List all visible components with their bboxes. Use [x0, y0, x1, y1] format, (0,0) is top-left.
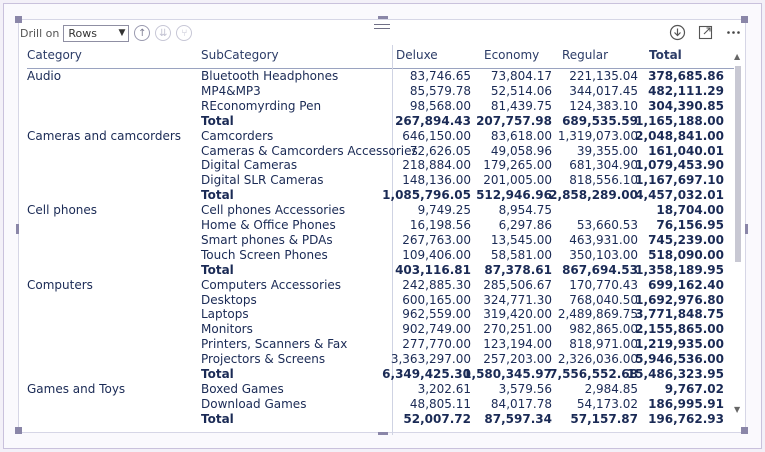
column-header-subcategory[interactable]: SubCategory	[201, 48, 279, 62]
economy-value-cell: 285,506.67	[483, 277, 552, 292]
visual-header-icons	[669, 24, 742, 41]
scroll-thumb[interactable]	[735, 66, 741, 262]
regular-value-cell: 221,135.04	[569, 69, 638, 83]
economy-value-cell: 123,194.00	[483, 337, 552, 352]
regular-value-cell: 463,931.00	[569, 232, 638, 247]
column-header-category[interactable]: Category	[27, 48, 82, 62]
deluxe-value-cell: 600,165.00	[402, 292, 471, 307]
subcategory-cell: Total	[201, 262, 234, 277]
deluxe-value-cell: 902,749.00	[402, 322, 471, 337]
total-value-cell: 161,040.01	[648, 143, 724, 158]
total-value-cell: 1,079,453.90	[635, 158, 724, 173]
total-value-cell: 3,771,848.75	[635, 307, 724, 322]
table-row[interactable]	[27, 293, 734, 308]
resize-handle-top[interactable]	[378, 16, 388, 19]
subcategory-cell: Home & Office Phones	[201, 218, 336, 232]
column-header-total[interactable]: Total	[649, 48, 682, 62]
economy-value-cell: 83,618.00	[490, 128, 552, 143]
table-row[interactable]	[27, 337, 734, 352]
category-cell: Cell phones	[27, 203, 98, 218]
table-row[interactable]	[27, 233, 734, 248]
total-value-cell: 378,685.86	[648, 69, 724, 83]
deluxe-value-cell: 242,885.30	[402, 277, 471, 292]
resize-handle-bottom-left[interactable]	[15, 427, 22, 434]
deluxe-value-cell: 9,749.25	[417, 203, 471, 218]
subcategory-cell: Cameras & Camcorders Accessories	[201, 143, 418, 158]
deluxe-value-cell: 98,568.00	[409, 98, 471, 113]
total-value-cell: 15,486,323.95	[626, 367, 724, 381]
total-value-cell: 2,155,865.00	[635, 322, 724, 337]
economy-value-cell: 179,265.00	[483, 158, 552, 173]
deluxe-value-cell: 48,805.11	[409, 396, 471, 411]
regular-value-cell: 681,304.90	[569, 158, 638, 173]
subcategory-cell: Digital Cameras	[201, 158, 298, 173]
scroll-down-icon[interactable]: ▼	[734, 405, 741, 414]
category-cell: Games and Toys	[27, 381, 126, 396]
category-cell: Cameras and camcorders	[27, 128, 182, 143]
subcategory-cell: MP4&MP3	[201, 83, 261, 98]
total-value-cell: 699,162.40	[648, 277, 724, 292]
regular-value-cell: 867,694.53	[562, 262, 638, 277]
total-value-cell: 186,995.91	[648, 396, 724, 411]
economy-value-cell: 270,251.00	[483, 322, 552, 337]
economy-value-cell: 319,420.00	[483, 307, 552, 322]
drill-toolbar	[20, 23, 192, 43]
deluxe-value-cell: 218,884.00	[402, 158, 471, 173]
subcategory-cell: Camcorders	[201, 128, 274, 143]
total-value-cell: 1,165,188.00	[635, 113, 724, 128]
table-row[interactable]	[27, 248, 734, 263]
subcategory-cell: Cell phones Accessories	[201, 203, 346, 218]
total-value-cell: 76,156.95	[656, 218, 724, 232]
column-header-regular[interactable]: Regular	[562, 48, 609, 62]
subcategory-cell: REconomyrding Pen	[201, 98, 322, 113]
economy-value-cell: 73,804.17	[490, 69, 552, 83]
subcategory-cell: Projectors & Screens	[201, 352, 326, 367]
table-row[interactable]	[27, 84, 734, 99]
economy-value-cell: 8,954.75	[498, 203, 552, 218]
drag-grip-icon[interactable]	[374, 24, 390, 34]
economy-value-cell: 201,005.00	[483, 173, 552, 188]
drill-up-icon[interactable]: ↑	[134, 25, 150, 41]
total-value-cell: 2,048,841.00	[635, 128, 724, 143]
table-row[interactable]	[27, 203, 734, 218]
total-value-cell: 518,090.00	[648, 247, 724, 262]
table-row[interactable]	[27, 158, 734, 173]
total-value-cell: 196,762.93	[648, 411, 724, 426]
economy-value-cell: 324,771.30	[483, 292, 552, 307]
economy-value-cell: 84,017.78	[490, 396, 552, 411]
subcategory-cell: Printers, Scanners & Fax	[201, 337, 348, 352]
total-value-cell: 482,111.29	[648, 83, 724, 98]
table-row[interactable]	[27, 397, 734, 412]
regular-value-cell: 7,556,552.68	[549, 367, 638, 381]
table-row[interactable]	[27, 144, 734, 159]
drill-on-value: Rows	[68, 26, 97, 40]
total-value-cell: 1,167,697.10	[635, 173, 724, 188]
regular-value-cell: 2,326,036.00	[557, 352, 638, 367]
drill-on-select[interactable]	[63, 25, 129, 42]
expand-next-level-icon[interactable]: ⑂	[176, 25, 192, 41]
deluxe-value-cell: 403,116.81	[395, 262, 471, 277]
resize-handle-bottom[interactable]	[378, 432, 388, 435]
economy-value-cell: 49,058.96	[490, 143, 552, 158]
regular-value-cell: 818,556.10	[569, 173, 638, 188]
deluxe-value-cell: 52,007.72	[403, 411, 471, 426]
resize-handle-bottom-right[interactable]	[741, 427, 748, 434]
subtotal-row[interactable]	[27, 263, 734, 278]
regular-value-cell: 124,383.10	[569, 98, 638, 113]
economy-value-cell: 512,946.96	[476, 188, 552, 203]
economy-value-cell: 207,757.98	[476, 113, 552, 128]
vertical-scrollbar[interactable]	[734, 52, 742, 414]
economy-value-cell: 52,514.06	[490, 83, 552, 98]
deluxe-value-cell: 3,202.61	[417, 381, 471, 396]
subcategory-cell: Download Games	[201, 396, 307, 411]
total-value-cell: 1,358,189.95	[635, 262, 724, 277]
total-value-cell: 18,704.00	[656, 203, 724, 218]
subcategory-cell: Total	[201, 113, 234, 128]
subcategory-cell: Total	[201, 188, 234, 203]
table-row[interactable]	[27, 129, 734, 144]
deluxe-value-cell: 267,763.00	[402, 232, 471, 247]
regular-value-cell: 350,103.00	[569, 247, 638, 262]
table-row[interactable]	[27, 173, 734, 188]
deluxe-value-cell: 72,626.05	[409, 143, 471, 158]
subtotal-row[interactable]	[27, 188, 734, 203]
regular-value-cell: 1,319,073.00	[557, 128, 638, 143]
subtotal-row[interactable]	[27, 367, 734, 382]
deluxe-value-cell: 962,559.00	[402, 307, 471, 322]
total-value-cell: 9,767.02	[664, 381, 724, 396]
subtotal-row[interactable]	[27, 114, 734, 129]
table-row[interactable]	[27, 99, 734, 114]
deluxe-value-cell: 1,085,796.05	[382, 188, 471, 203]
table-row[interactable]	[27, 352, 734, 367]
deluxe-value-cell: 277,770.00	[402, 337, 471, 352]
regular-value-cell: 768,040.50	[569, 292, 638, 307]
total-value-cell: 1,219,935.00	[635, 337, 724, 352]
resize-handle-left[interactable]	[16, 224, 19, 234]
regular-value-cell: 39,355.00	[576, 143, 638, 158]
table-row[interactable]	[27, 322, 734, 337]
regular-value-cell: 2,858,289.00	[549, 188, 638, 203]
focus-mode-icon[interactable]	[697, 24, 714, 41]
subcategory-cell: Laptops	[201, 307, 249, 322]
more-options-icon[interactable]	[725, 24, 742, 41]
deluxe-value-cell: 267,894.43	[395, 113, 471, 128]
regular-value-cell: 53,660.53	[576, 218, 638, 232]
regular-value-cell: 689,535.59	[562, 113, 638, 128]
table-row[interactable]	[27, 218, 734, 233]
economy-value-cell: 257,203.00	[483, 352, 552, 367]
economy-value-cell: 87,378.61	[484, 262, 552, 277]
economy-value-cell: 3,579.56	[498, 381, 552, 396]
economy-value-cell: 58,581.00	[490, 247, 552, 262]
resize-handle-top-right[interactable]	[741, 16, 748, 23]
total-value-cell: 1,692,976.80	[635, 292, 724, 307]
deluxe-value-cell: 148,136.00	[402, 173, 471, 188]
economy-value-cell: 81,439.75	[490, 98, 552, 113]
category-cell: Audio	[27, 69, 62, 83]
subcategory-cell: Total	[201, 411, 234, 426]
deluxe-value-cell: 85,579.78	[409, 83, 471, 98]
deluxe-value-cell: 3,363,297.00	[390, 352, 471, 367]
economy-value-cell: 13,545.00	[490, 232, 552, 247]
deluxe-value-cell: 83,746.65	[409, 69, 471, 83]
regular-value-cell: 982,865.00	[569, 322, 638, 337]
economy-value-cell: 6,297.86	[498, 218, 552, 232]
table-row[interactable]	[27, 69, 734, 84]
column-header-deluxe[interactable]: Deluxe	[396, 48, 438, 62]
deluxe-value-cell: 646,150.00	[402, 128, 471, 143]
scroll-up-icon[interactable]: ▲	[734, 52, 741, 61]
total-value-cell: 304,390.85	[648, 98, 724, 113]
subcategory-cell: Monitors	[201, 322, 253, 337]
subcategory-cell: Total	[201, 367, 234, 381]
total-value-cell: 745,239.00	[648, 232, 724, 247]
table-row[interactable]	[27, 278, 734, 293]
total-value-cell: 5,946,536.00	[635, 352, 724, 367]
deluxe-value-cell: 109,406.00	[402, 247, 471, 262]
table-row[interactable]	[27, 307, 734, 322]
subcategory-cell: Desktops	[201, 292, 257, 307]
table-row[interactable]	[27, 382, 734, 397]
regular-value-cell: 2,984.85	[584, 381, 638, 396]
subtotal-row[interactable]	[27, 412, 734, 427]
economy-value-cell: 87,597.34	[484, 411, 552, 426]
economy-value-cell: 1,580,345.97	[463, 367, 552, 381]
regular-value-cell: 818,971.00	[569, 337, 638, 352]
subcategory-cell: Boxed Games	[201, 381, 284, 396]
resize-handle-right[interactable]	[745, 224, 748, 234]
deluxe-value-cell: 16,198.56	[409, 218, 471, 232]
subcategory-cell: Touch Screen Phones	[201, 247, 328, 262]
deluxe-value-cell: 6,349,425.30	[382, 367, 471, 381]
subcategory-cell: Bluetooth Headphones	[201, 69, 339, 83]
drill-down-icon[interactable]	[669, 24, 686, 41]
subcategory-cell: Computers Accessories	[201, 277, 342, 292]
go-to-next-level-icon[interactable]: ⇊	[155, 25, 171, 41]
drill-on-label: Drill on	[20, 26, 60, 40]
subcategory-cell: Digital SLR Cameras	[201, 173, 324, 188]
regular-value-cell: 344,017.45	[569, 83, 638, 98]
regular-value-cell: 57,157.87	[570, 411, 638, 426]
total-value-cell: 4,457,032.01	[635, 188, 724, 203]
column-header-economy[interactable]: Economy	[484, 48, 540, 62]
category-cell: Computers	[27, 277, 93, 292]
regular-value-cell: 54,173.02	[576, 396, 638, 411]
chevron-down-icon: ▼	[118, 27, 126, 38]
resize-handle-top-left[interactable]	[15, 16, 22, 23]
regular-value-cell: 2,489,869.75	[557, 307, 638, 322]
regular-value-cell: 170,770.43	[569, 277, 638, 292]
subcategory-cell: Smart phones & PDAs	[201, 232, 333, 247]
